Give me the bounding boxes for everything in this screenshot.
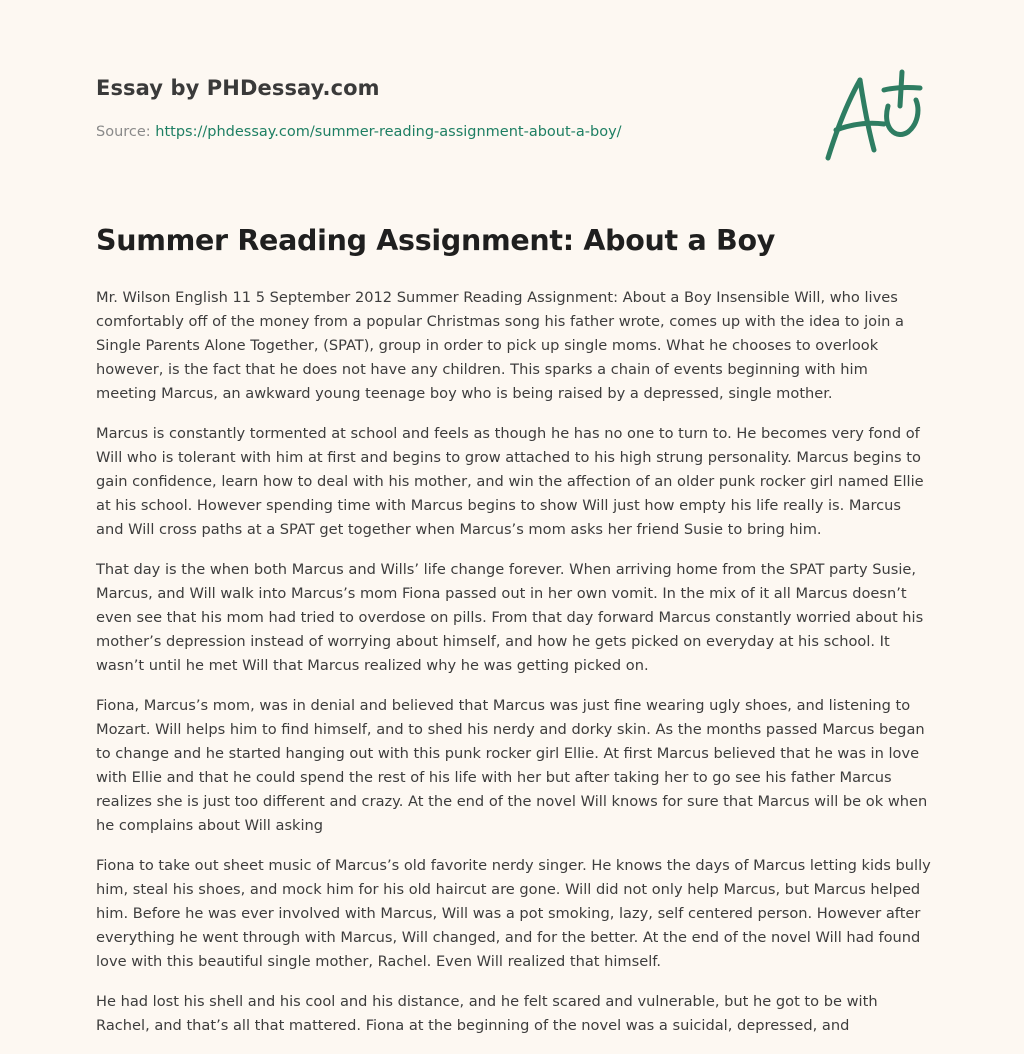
essay-paragraph: Mr. Wilson English 11 5 September 2012 Summer Reading Assignment: About a Boy Insensible Will, who lives comfortably off of the money from a popular Christmas song his father wrote, comes up with the idea to join a Single Parents Alone Together, (SPAT), group in order to pick up single moms. What he chooses to overlook however, is the fact that he does not have any children. This sparks a chain of events beginning with him meeting Marcus, an awkward young teenage boy who is being raised by a depressed, single mother. <box>96 289 904 402</box>
essay-body <box>96 286 932 1054</box>
essay-title: Summer Reading Assignment: About a Boy <box>96 224 776 257</box>
essay-paragraph: Fiona to take out sheet music of Marcus’s old favorite nerdy singer. He knows the days of Marcus letting kids bully him, steal his shoes, and mock him for his old haircut are gone. Will did not only help Marcus, but Marcus helped him. Before he was ever involved with Marcus, Will was a pot smoking, lazy, self centered person. However after everything he went through with Marcus, Will changed, and for the better. At the end of the novel Will had found love with this beautiful single mother, Rachel. Even Will realized that himself. <box>96 857 931 970</box>
essay-paragraph: Fiona, Marcus’s mom, was in denial and believed that Marcus was just fine wearing ugly shoes, and listening to Mozart. Will helps him to find himself, and to shed his nerdy and dorky skin. As the months passed Marcus began to change and he started hanging out with this punk rocker girl Ellie. At first Marcus believed that he was in love with Ellie and that he could spend the rest of his life with her but after taking her to go see his father Marcus realizes she is just too different and crazy. At the end of the novel Will knows for sure that Marcus will be ok when he complains about Will asking <box>96 697 928 834</box>
source-label: Source: <box>96 124 156 140</box>
site-brand: Essay by PHDessay.com <box>96 76 380 100</box>
source-link[interactable]: https://phdessay.com/summer-reading-assignment-about-a-boy/ <box>155 124 622 140</box>
essay-paragraph: He had lost his shell and his cool and his distance, and he felt scared and vulnerable, but he got to be with Rachel, and that’s all that mattered. Fiona at the beginning of the novel was a suicidal, depressed, and <box>96 993 878 1034</box>
essay-paragraph: Marcus is constantly tormented at school and feels as though he has no one to turn to. He becomes very fond of Will who is tolerant with him at first and begins to grow attached to his high strung personality. Marcus begins to gain confidence, learn how to deal with his mother, and win the affection of an older punk rocker girl named Ellie at his school. However spending time with Marcus begins to show Will just how empty his life really is. Marcus and Will cross paths at a SPAT get together when Marcus’s mom asks her friend Susie to bring him. <box>96 425 924 538</box>
a-plus-logo-icon <box>818 66 928 166</box>
essay-paragraph: That day is the when both Marcus and Wills’ life change forever. When arriving home from the SPAT party Susie, Marcus, and Will walk into Marcus’s mom Fiona passed out in her own vomit. In the mix of it all Marcus doesn’t even see that his mom had tried to overdose on pills. From that day forward Marcus constantly worried about his mother’s depression instead of worrying about himself, and how he gets picked on everyday at his school. It wasn’t until he met Will that Marcus realized why he was getting picked on. <box>96 561 924 674</box>
source-line <box>96 124 622 140</box>
